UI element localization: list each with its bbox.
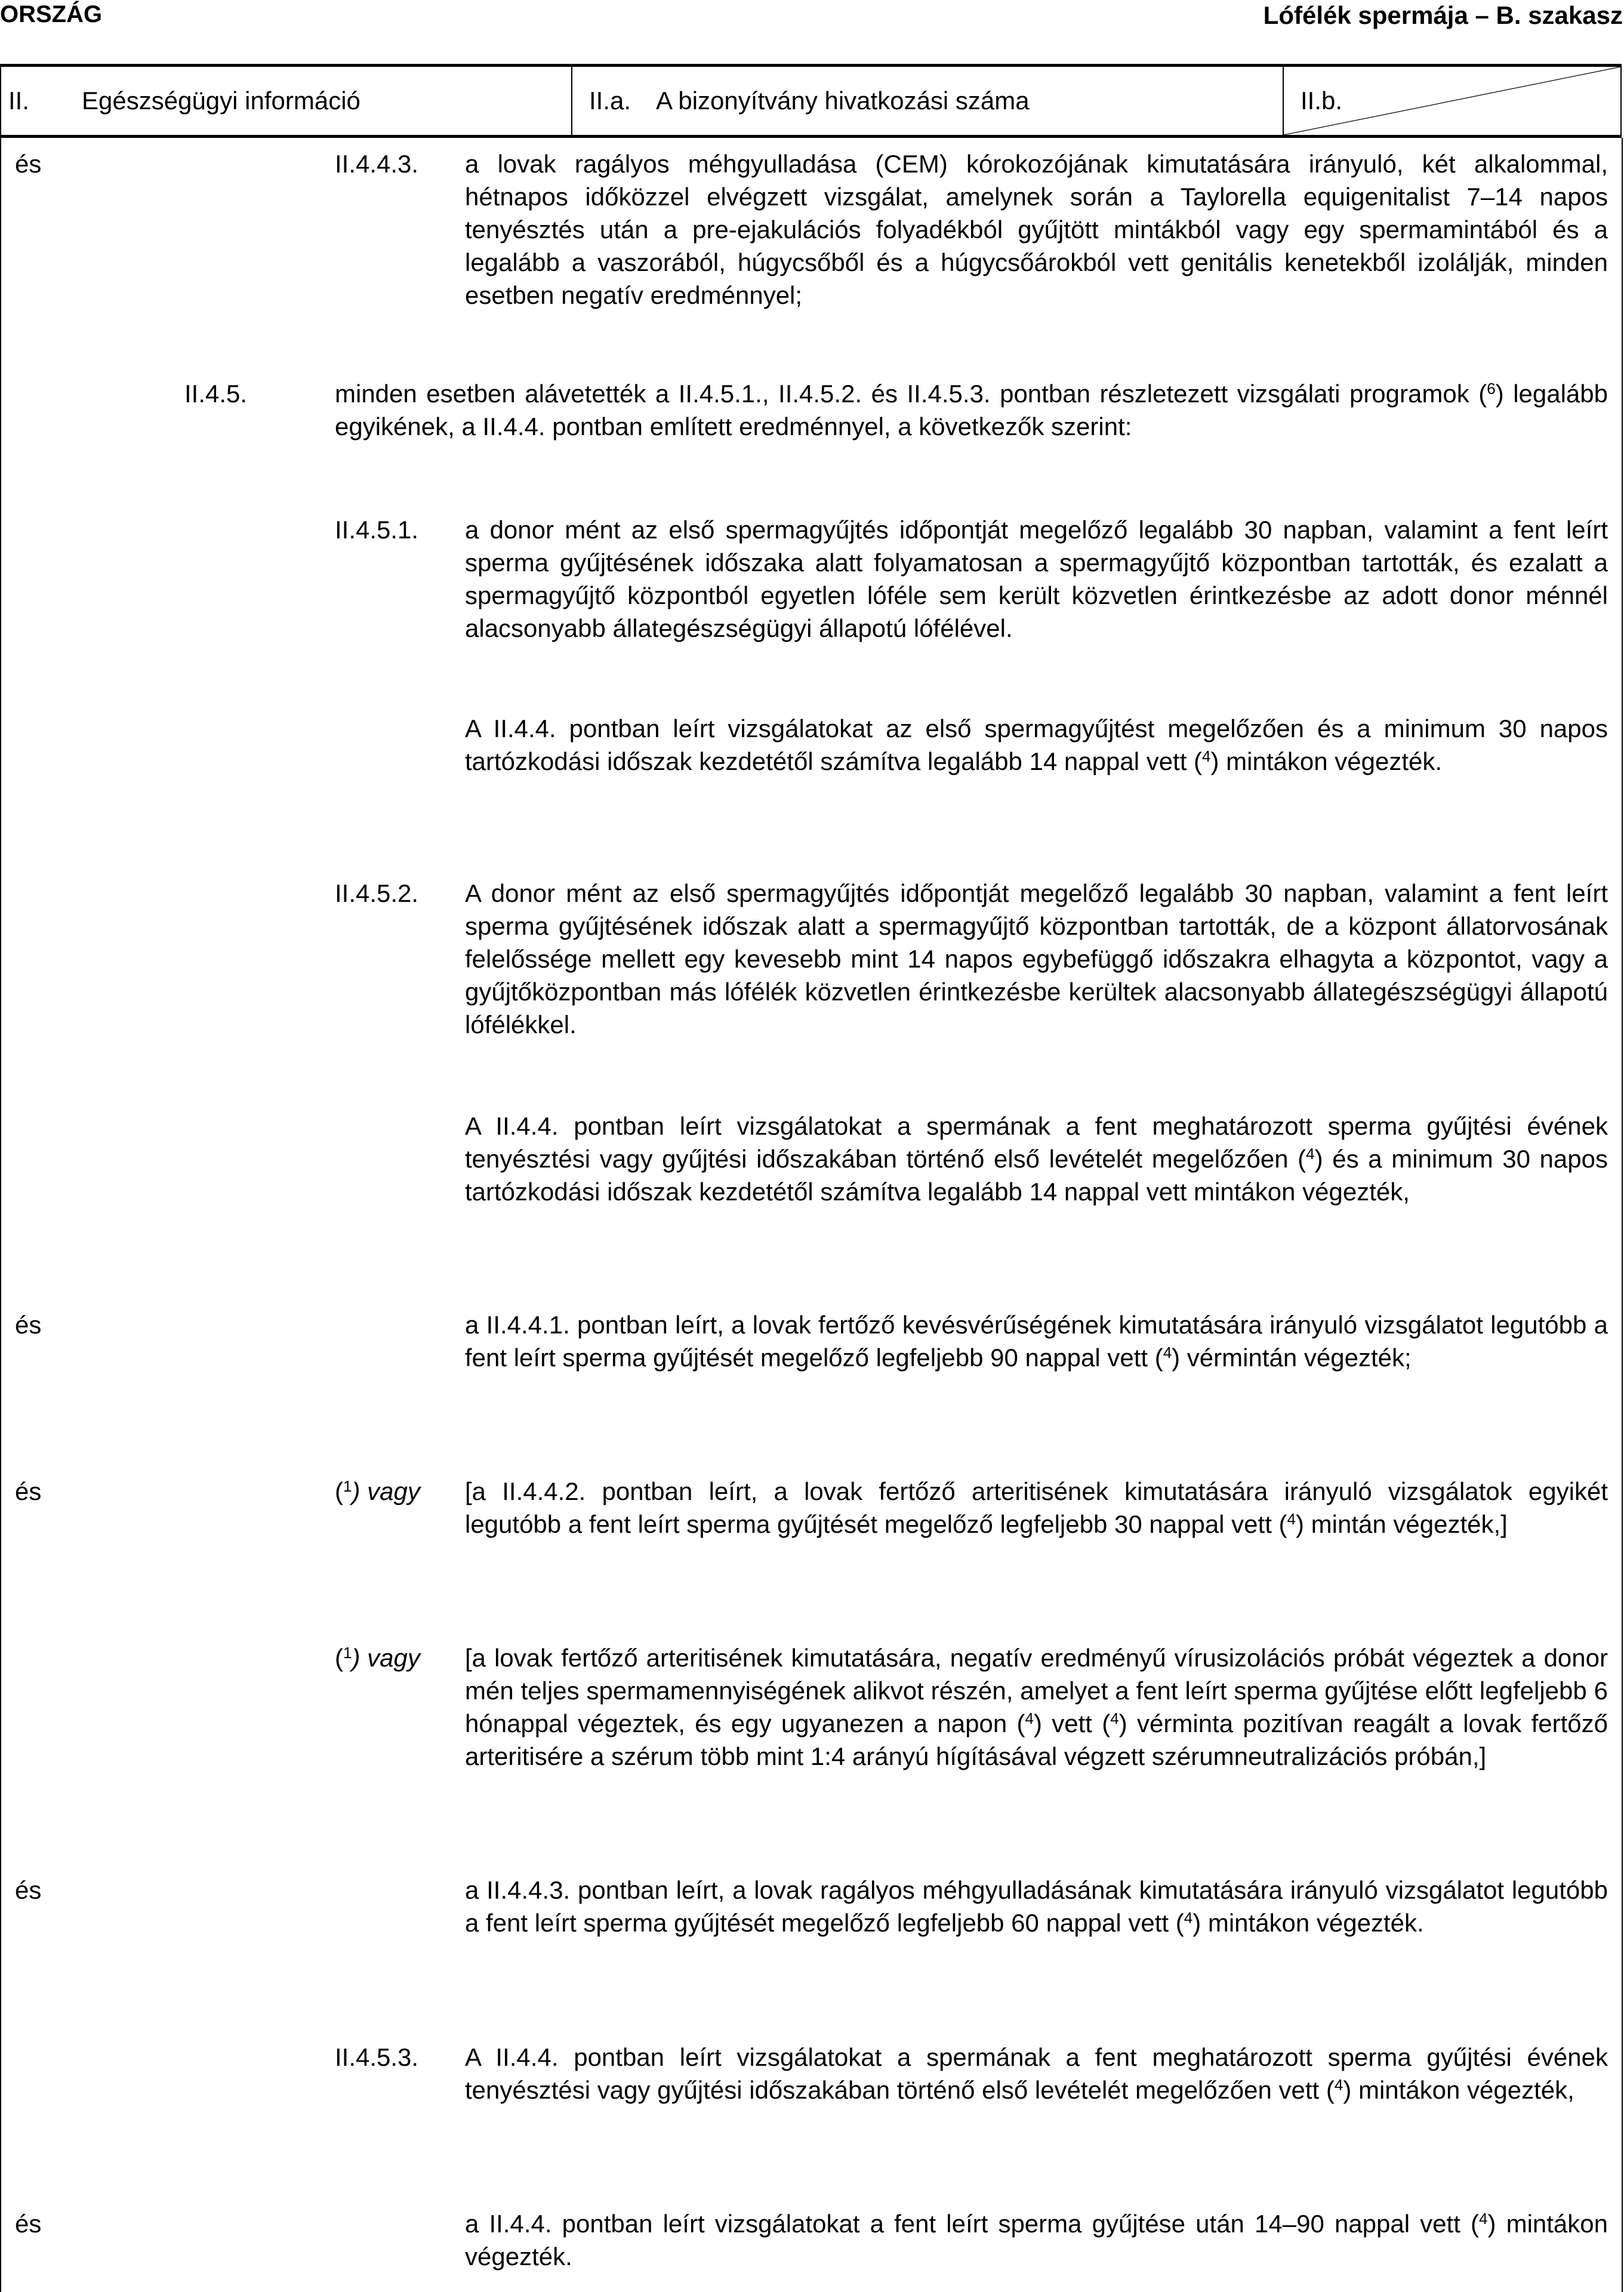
iib-label: II.b. [1301, 87, 1343, 115]
clause-number: II.4.5.2. [335, 879, 419, 907]
footnote-ref: 4 [1287, 1510, 1296, 1528]
footnote-ref: 4 [1479, 2210, 1488, 2228]
footnote-ref: 1 [343, 1477, 352, 1495]
reference-number-code: II.a. [589, 87, 631, 115]
conjunction-label: és [15, 1876, 42, 1904]
clause-text: a II.4.4. pontban leírt vizsgálatokat a fent leírt sperma gyűjtése után 14–90 nappal vett ($^4$) mintákon végezték. [465, 2210, 1608, 2271]
conjunction-label: és [15, 150, 42, 178]
conjunction-label: és [15, 2210, 42, 2238]
clause-number: II.4.5.3. [335, 2043, 419, 2071]
clause-text: a II.4.4.3. pontban leírt, a lovak ragályos méhgyulladásának kimutatására irányuló vizsgálatot legutóbb a fent leírt sperma gyűjtését megelőző legfeljebb 60 nappal vett ($^4$) mintákon végezték. [465, 1876, 1608, 1937]
clause-text: A II.4.4. pontban leírt vizsgálatokat a spermának a fent meghatározott sperma gyűjtési évének tenyésztési vagy gyűjtési időszakában történő első levételét megelőzően ($^4$) és a minimum 30 napos tartózkodási időszak kezdetétől számítva legalább 14 nappal vett mintákon végezték, [465, 1112, 1608, 1206]
iib-cell [1284, 67, 1620, 135]
clause-text: [a lovak fertőző arteritisének kimutatására, negatív eredményű vírusizolációs próbát végeztek a donor mén teljes spermamennyiségének alikvot részén, amelyet a fent leírt sperma gyűjtése előtt legfeljebb 6 hónappal végeztek, és egy ugyanezen a napon ($^4$) vett ($^4$) vérminta pozitívan reagált a lovak fertőző arteritisére a szérum több mint 1:4 arányú hígításával végzett szérumneutralizációs próbán,] [465, 1644, 1608, 1770]
clause-text: a lovak ragályos méhgyulladása (CEM) kórokozójának kimutatására irányuló, két alkalommal, hétnapos időközzel elvégzett vizsgálat, amelynek során a Taylorella equigenitalist 7–14 napos tenyésztés után a pre-ejakulációs folyadékból gyűjtött mintákból vagy egy spermamintából és a legalább a vaszorából, húgycsőből és a húgycsőárokból vett genitális kenetekből izolálják, minden esetben negatív eredménnyel; [465, 150, 1608, 309]
option-vagy: ) vagy [352, 1477, 420, 1505]
document-section-title: Lófélék spermája – B. szakasz [1263, 1, 1623, 29]
health-info-cell [1, 67, 572, 135]
country-header: ORSZÁG [0, 1, 103, 27]
clause-number: II.4.4.3. [335, 150, 419, 178]
section-number: II. [8, 87, 30, 115]
section-title: Egészségügyi információ [82, 87, 360, 115]
certificate-header-table [0, 64, 1622, 138]
clause-text: A II.4.4. pontban leírt vizsgálatokat a spermának a fent meghatározott sperma gyűjtési évének tenyésztési vagy gyűjtési időszakában történő első levételét megelőzően vett ($^4$) mintákon végezték, [465, 2043, 1608, 2104]
clause-text: A donor mént az első spermagyűjtés időpontját megelőző legalább 30 napban, valamint a fent leírt sperma gyűjtésének időszak alatt a spermagyűjtő központban tartották, de a központ állatorvosának felelőssége mellett egy kevesebb mint 14 napos egybefüggő időszakra elhagyta a központot, vagy a gyűjtőközpontban más lófélék közvetlen érintkezésbe kerültek alacsonyabb állategészségügyi állapotú lófélékkel. [465, 879, 1608, 1039]
footnote-ref: 4 [1306, 1145, 1315, 1163]
reference-number-cell [572, 67, 1284, 135]
footnote-ref: 4 [1202, 747, 1211, 765]
footnote-ref: 1 [343, 1644, 352, 1662]
option-marker: ($^1$) vagy [335, 1477, 420, 1505]
conjunction-label: és [15, 1477, 42, 1505]
clause-number: II.4.5. [184, 380, 248, 408]
left-border [0, 138, 1, 2292]
clause-text: [a II.4.4.2. pontban leírt, a lovak fertőző arteritisének kimutatására irányuló vizsgálatok egyikét legutóbb a fent leírt sperma gyűjtését megelőző legfeljebb 30 nappal vett ($^4$) mintán végezték,] [465, 1477, 1608, 1538]
clause-text: A II.4.4. pontban leírt vizsgálatokat az első spermagyűjtést megelőzően és a minimum 30 napos tartózkodási időszak kezdetétől számítva legalább 14 nappal vett ($^4$) mintákon végezték. [465, 714, 1608, 775]
reference-number-label: A bizonyítvány hivatkozási száma [656, 87, 1030, 115]
clause-text: a II.4.4.1. pontban leírt, a lovak fertőző kevésvérűségének kimutatására irányuló vizsgálatot legutóbb a fent leírt sperma gyűjtését megelőző legfeljebb 90 nappal vett ($^4$) vérmintán végezték; [465, 1311, 1608, 1372]
clause-number: II.4.5.1. [335, 516, 419, 544]
footnote-ref: 4 [1334, 2076, 1343, 2094]
footnote-ref: 4 [1184, 1909, 1193, 1927]
clause-text: a donor mént az első spermagyűjtés időpontját megelőző legalább 30 napban, valamint a fent leírt sperma gyűjtésének időszaka alatt folyamatosan a spermagyűjtő központban tartották, és ezalatt a spermagyűjtő központból egyetlen lóféle sem került közvetlen érintkezésbe az adott donor ménnél alacsonyabb állategészségügyi állapotú lófélével. [465, 516, 1608, 642]
footnote-ref: 4 [1110, 1709, 1119, 1727]
option-marker: ($^1$) vagy [335, 1644, 420, 1672]
conjunction-label: és [15, 1311, 42, 1339]
footnote-ref: 4 [1025, 1709, 1034, 1727]
option-vagy: ) vagy [352, 1644, 420, 1672]
footnote-ref: 6 [1487, 380, 1496, 398]
clause-text: minden esetben alávetették a II.4.5.1., II.4.5.2. és II.4.5.3. pontban részletezett vizsgálati programok ($^6$) legalább egyikének, a II.4.4. pontban említett eredménnyel, a következők szerint: [335, 380, 1608, 440]
footnote-ref: 4 [1163, 1344, 1172, 1361]
right-border [1622, 138, 1623, 2292]
